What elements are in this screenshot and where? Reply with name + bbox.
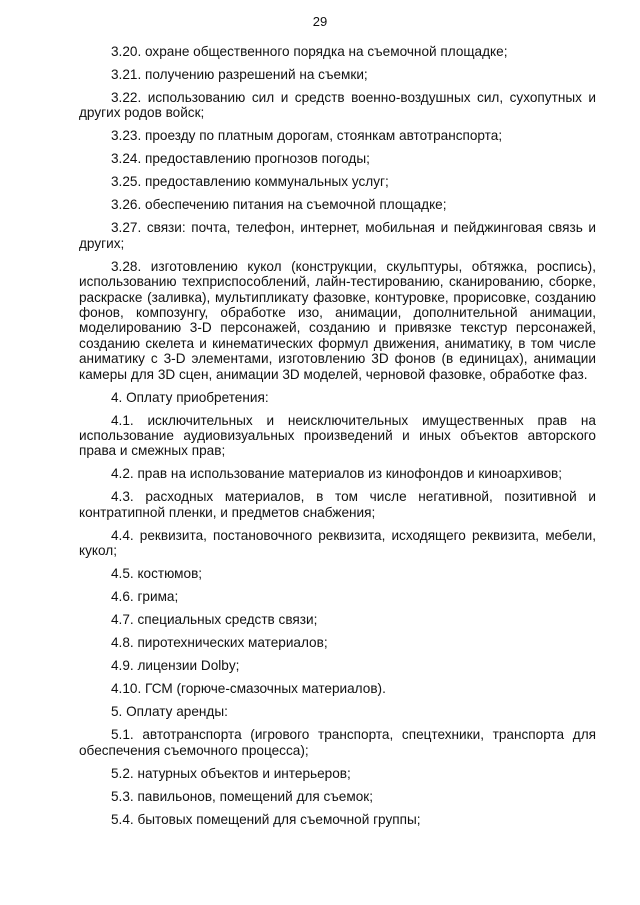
clause-4-7: 4.7. специальных средств связи; <box>111 612 318 628</box>
clause-4-4: 4.4. реквизита, постановочного реквизита, исходящего реквизита, мебели, кукол; <box>79 527 596 559</box>
clause-4-8: 4.8. пиротехнических материалов; <box>111 635 328 651</box>
section-5-heading: 5. Оплату аренды: <box>111 704 228 720</box>
clause-4-2: 4.2. прав на использование материалов из кинофондов и киноархивов; <box>111 466 563 482</box>
clause-4-6: 4.6. грима; <box>111 589 179 605</box>
clause-3-25: 3.25. предоставлению коммунальных услуг; <box>111 174 389 190</box>
section-4-heading: 4. Оплату приобретения: <box>111 389 269 405</box>
clause-4-10: 4.10. ГСМ (горюче-смазочных материалов). <box>111 681 386 697</box>
clause-4-1: 4.1. исключительных и неисключительных имущественных прав на использование аудиовизуальных произведений и иных объектов авторского права и смежных прав; <box>79 412 596 459</box>
clause-3-26: 3.26. обеспечению питания на съемочной площадке; <box>111 197 447 213</box>
clause-3-21: 3.21. получению разрешений на съемки; <box>111 67 368 82</box>
document-body <box>79 44 596 835</box>
clause-4-3: 4.3. расходных материалов, в том числе негативной, позитивной и контратипной пленки, и предметов снабжения; <box>79 489 596 520</box>
clause-3-20: 3.20. охране общественного порядка на съемочной площадке; <box>111 44 508 59</box>
clause-4-5: 4.5. костюмов; <box>111 566 203 582</box>
clause-3-22: 3.22. использованию сил и средств военно-воздушных сил, сухопутных и других родов войск; <box>79 90 596 121</box>
clause-3-23: 3.23. проезду по платным дорогам, стоянкам автотранспорта; <box>111 128 503 144</box>
clause-4-9: 4.9. лицензии Dolby; <box>111 658 240 674</box>
clause-5-3: 5.3. павильонов, помещений для съемок; <box>111 788 373 804</box>
clause-5-1: 5.1. автотранспорта (игрового транспорта, спецтехники, транспорта для обеспечения съемочного процесса); <box>79 727 596 758</box>
clause-5-2: 5.2. натурных объектов и интерьеров; <box>111 765 351 781</box>
clause-3-27: 3.27. связи: почта, телефон, интернет, мобильная и пейджинговая связь и других; <box>79 220 596 251</box>
clause-3-28: 3.28. изготовлению кукол (конструкции, скульптуры, обтяжка, роспись), использованию техприспособлений, лайн-тестированию, сканированию, сборке, раскраске (заливка), мультипликату фазовке, контуровке, прорисовке, созданию фонов, композунгу, обработке изо, анимации, дополнительной анимации, моделированию 3-D персонажей, созданию и привязке текстур персонажей, созданию скелета и кинематических формул движения, аниматику, в том числе аниматику с 3-D элементами, изготовлению 3D фонов (в единицах), анимации камеры для 3D сцен, анимации 3D моделей, черновой фазовке, обработке фаз. <box>79 258 596 382</box>
page-number: 29 <box>312 14 328 29</box>
clause-5-4: 5.4. бытовых помещений для съемочной группы; <box>111 811 421 827</box>
clause-3-24: 3.24. предоставлению прогнозов погоды; <box>111 151 370 167</box>
